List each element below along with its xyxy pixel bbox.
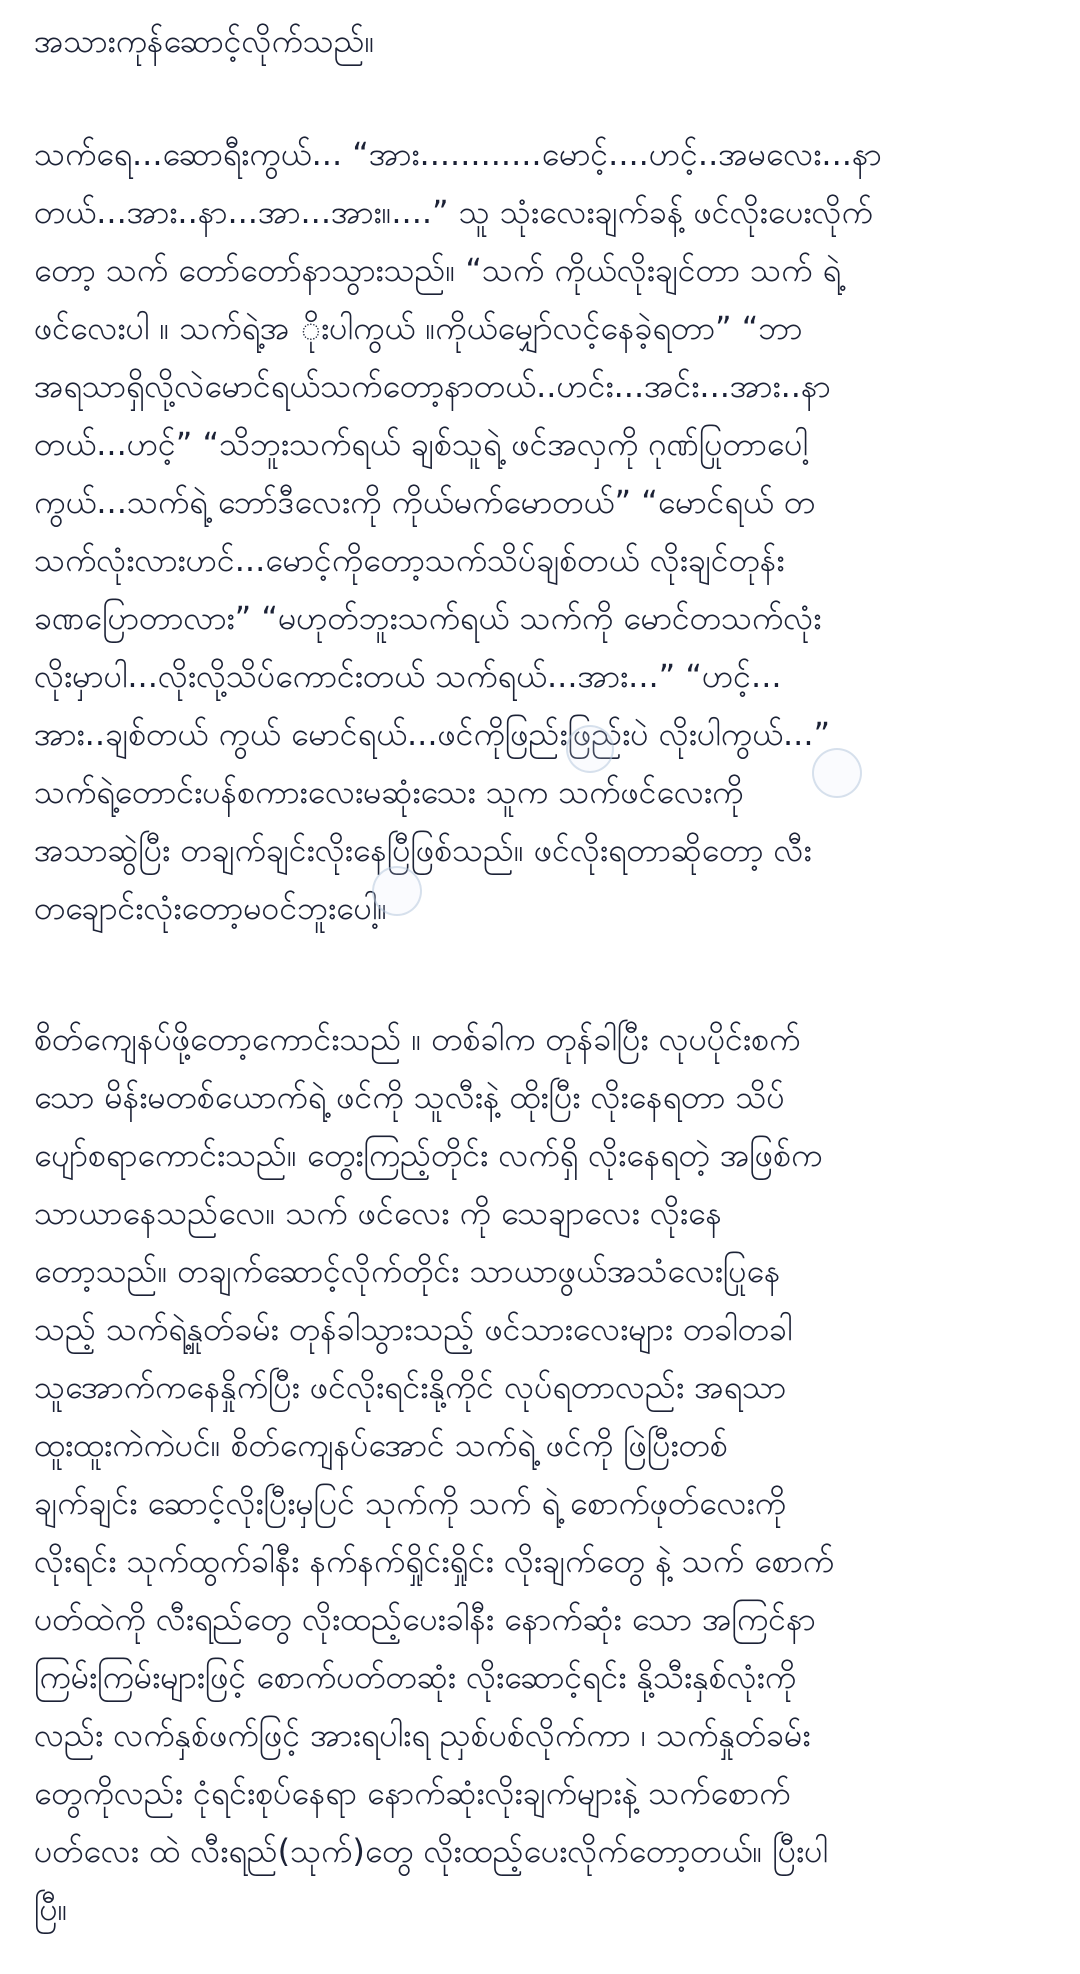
text-line: ဖင်လေးပါ ။ သက်ရဲ့အ ိုးပါကွယ် ။ကိုယ်မျှော်လင့်နေခဲ့ရတာ” “ဘာ	[34, 309, 803, 347]
text-line: တချောင်းလုံးတော့မဝင်ဘူးပေါ့။	[34, 889, 387, 927]
text-line: သူအောက်ကနေနှိုက်ပြီး ဖင်လိုးရင်းနို့ကိုင် လုပ်ရတာလည်း အရသာ	[34, 1368, 787, 1406]
text-line: တယ်...အား..နာ...အာ...အား။....” သူ သုံးလေးချက်ခန့် ဖင်လိုးပေးလိုက်	[34, 193, 873, 231]
text-line: ခဏပြောတာလား” “မဟုတ်ဘူးသက်ရယ် သက်ကို မောင်တသက်လုံး	[34, 599, 822, 637]
text-line: လိုးမှာပါ...လိုးလို့သိပ်ကောင်းတယ် သက်ရယ်...အား...” “ဟင့်...	[34, 657, 782, 695]
text-line: တယ်...ဟင့်” “သိဘူးသက်ရယ် ချစ်သူရဲ့ ဖင်အလှကို ဂုဏ်ပြုတာပေါ့	[34, 425, 808, 463]
text-line: ကြမ်းကြမ်းများဖြင့် စောက်ပတ်တဆုံး လိုးဆောင့်ရင်း နို့သီးနှစ်လုံးကို	[34, 1658, 797, 1696]
text-line: ကွယ်...သက်ရဲ့ ဘော်ဒီလေးကို ကိုယ်မက်မောတယ်” “မောင်ရယ် တ	[34, 483, 816, 521]
text-line: တွေကိုလည်း ငုံရင်းစုပ်နေရာ နောက်ဆုံးလိုးချက်များနဲ့ သက်စောက်	[34, 1774, 791, 1812]
text-line: ပျော်စရာကောင်းသည်။ တွေးကြည့်တိုင်း လက်ရှိ လိုးနေရတဲ့ အဖြစ်က	[34, 1136, 823, 1174]
touch-ripple	[372, 866, 422, 916]
text-line: တော့သည်။ တချက်ဆောင့်လိုက်တိုင်း သာယာဖွယ်အသံလေးပြုနေ	[34, 1252, 781, 1290]
text-line: သာယာနေသည်လေ။ သက် ဖင်လေး ကို သေချာလေး လိုးနေ	[34, 1194, 722, 1232]
text-line: သော မိန်းမတစ်ယောက်ရဲ့ ဖင်ကို သူလီးနဲ့ ထိုးပြီး လိုးနေရတာ သိပ်	[34, 1078, 785, 1116]
text-line: လိုးရင်း သုက်ထွက်ခါနီး နက်နက်ရှိုင်းရှိုင်း လိုးချက်တွေ နဲ့ သက် စောက်	[34, 1542, 835, 1580]
text-line: သည့် သက်ရဲ့နှုတ်ခမ်း တုန်ခါသွားသည့် ဖင်သားလေးများ တခါတခါ	[34, 1310, 793, 1348]
text-line: အရသာရှိလို့လဲမောင်ရယ်သက်တော့နာတယ်..ဟင်း...အင်း...အား..နာ	[34, 367, 831, 405]
text-line: ထူးထူးကဲကဲပင်။ စိတ်ကျေနပ်အောင် သက်ရဲ့ ဖင်ကို ဖြဲပြီးတစ်	[34, 1426, 728, 1464]
touch-ripple	[812, 748, 862, 798]
text-line: စိတ်ကျေနပ်ဖို့တော့ကောင်းသည် ။ တစ်ခါက တုန်ခါပြီး လုပပိုင်းစက်	[34, 1020, 801, 1058]
text-line: အသာဆွဲပြီး တချက်ချင်းလိုးနေပြီဖြစ်သည်။ ဖင်လိုးရတာဆိုတော့ လီး	[34, 831, 812, 869]
text-line: အား..ချစ်တယ် ကွယ် မောင်ရယ်...ဖင်ကိုဖြည်းဖြည်းပဲ လိုးပါကွယ်...”	[34, 715, 831, 753]
text-line: သက်ရဲ့တောင်းပန်စကားလေးမဆုံးသေး သူက သက်ဖင်လေးကို	[34, 773, 744, 811]
text-line: လည်း လက်နှစ်ဖက်ဖြင့် အားရပါးရ ညှစ်ပစ်လိုက်ကာ ၊ သက်နှုတ်ခမ်း	[34, 1716, 811, 1754]
touch-ripple	[566, 725, 614, 773]
text-line: အသားကုန်ဆောင့်လိုက်သည်။	[34, 22, 375, 60]
text-line: ပတ်ထဲကို လီးရည်တွေ လိုးထည့်ပေးခါနီး နောက်ဆုံး သော အကြင်နာ	[34, 1600, 816, 1638]
text-line: သက်ရေ...ဆောရီးကွယ်... “အား............မောင့်....ဟင့်..အမလေး...နာ	[34, 135, 882, 173]
text-line: ပတ်လေး ထဲ လီးရည်(သုက်)တွေ လိုးထည့်ပေးလိုက်တော့တယ်။ ပြီးပါ	[34, 1832, 828, 1870]
text-line: ချက်ချင်း ဆောင့်လိုးပြီးမှပြင် သုက်ကို သက် ရဲ့ စောက်ဖုတ်လေးကို	[34, 1484, 786, 1522]
text-line: သက်လုံးလားဟင်...မောင့်ကိုတော့သက်သိပ်ချစ်တယ် လိုးချင်တုန်း	[34, 541, 785, 579]
text-line: တော့ သက် တော်တော်နာသွားသည်။ “သက် ကိုယ်လိုးချင်တာ သက် ရဲ့	[34, 251, 841, 289]
text-line: ပြီ။	[34, 1890, 68, 1928]
